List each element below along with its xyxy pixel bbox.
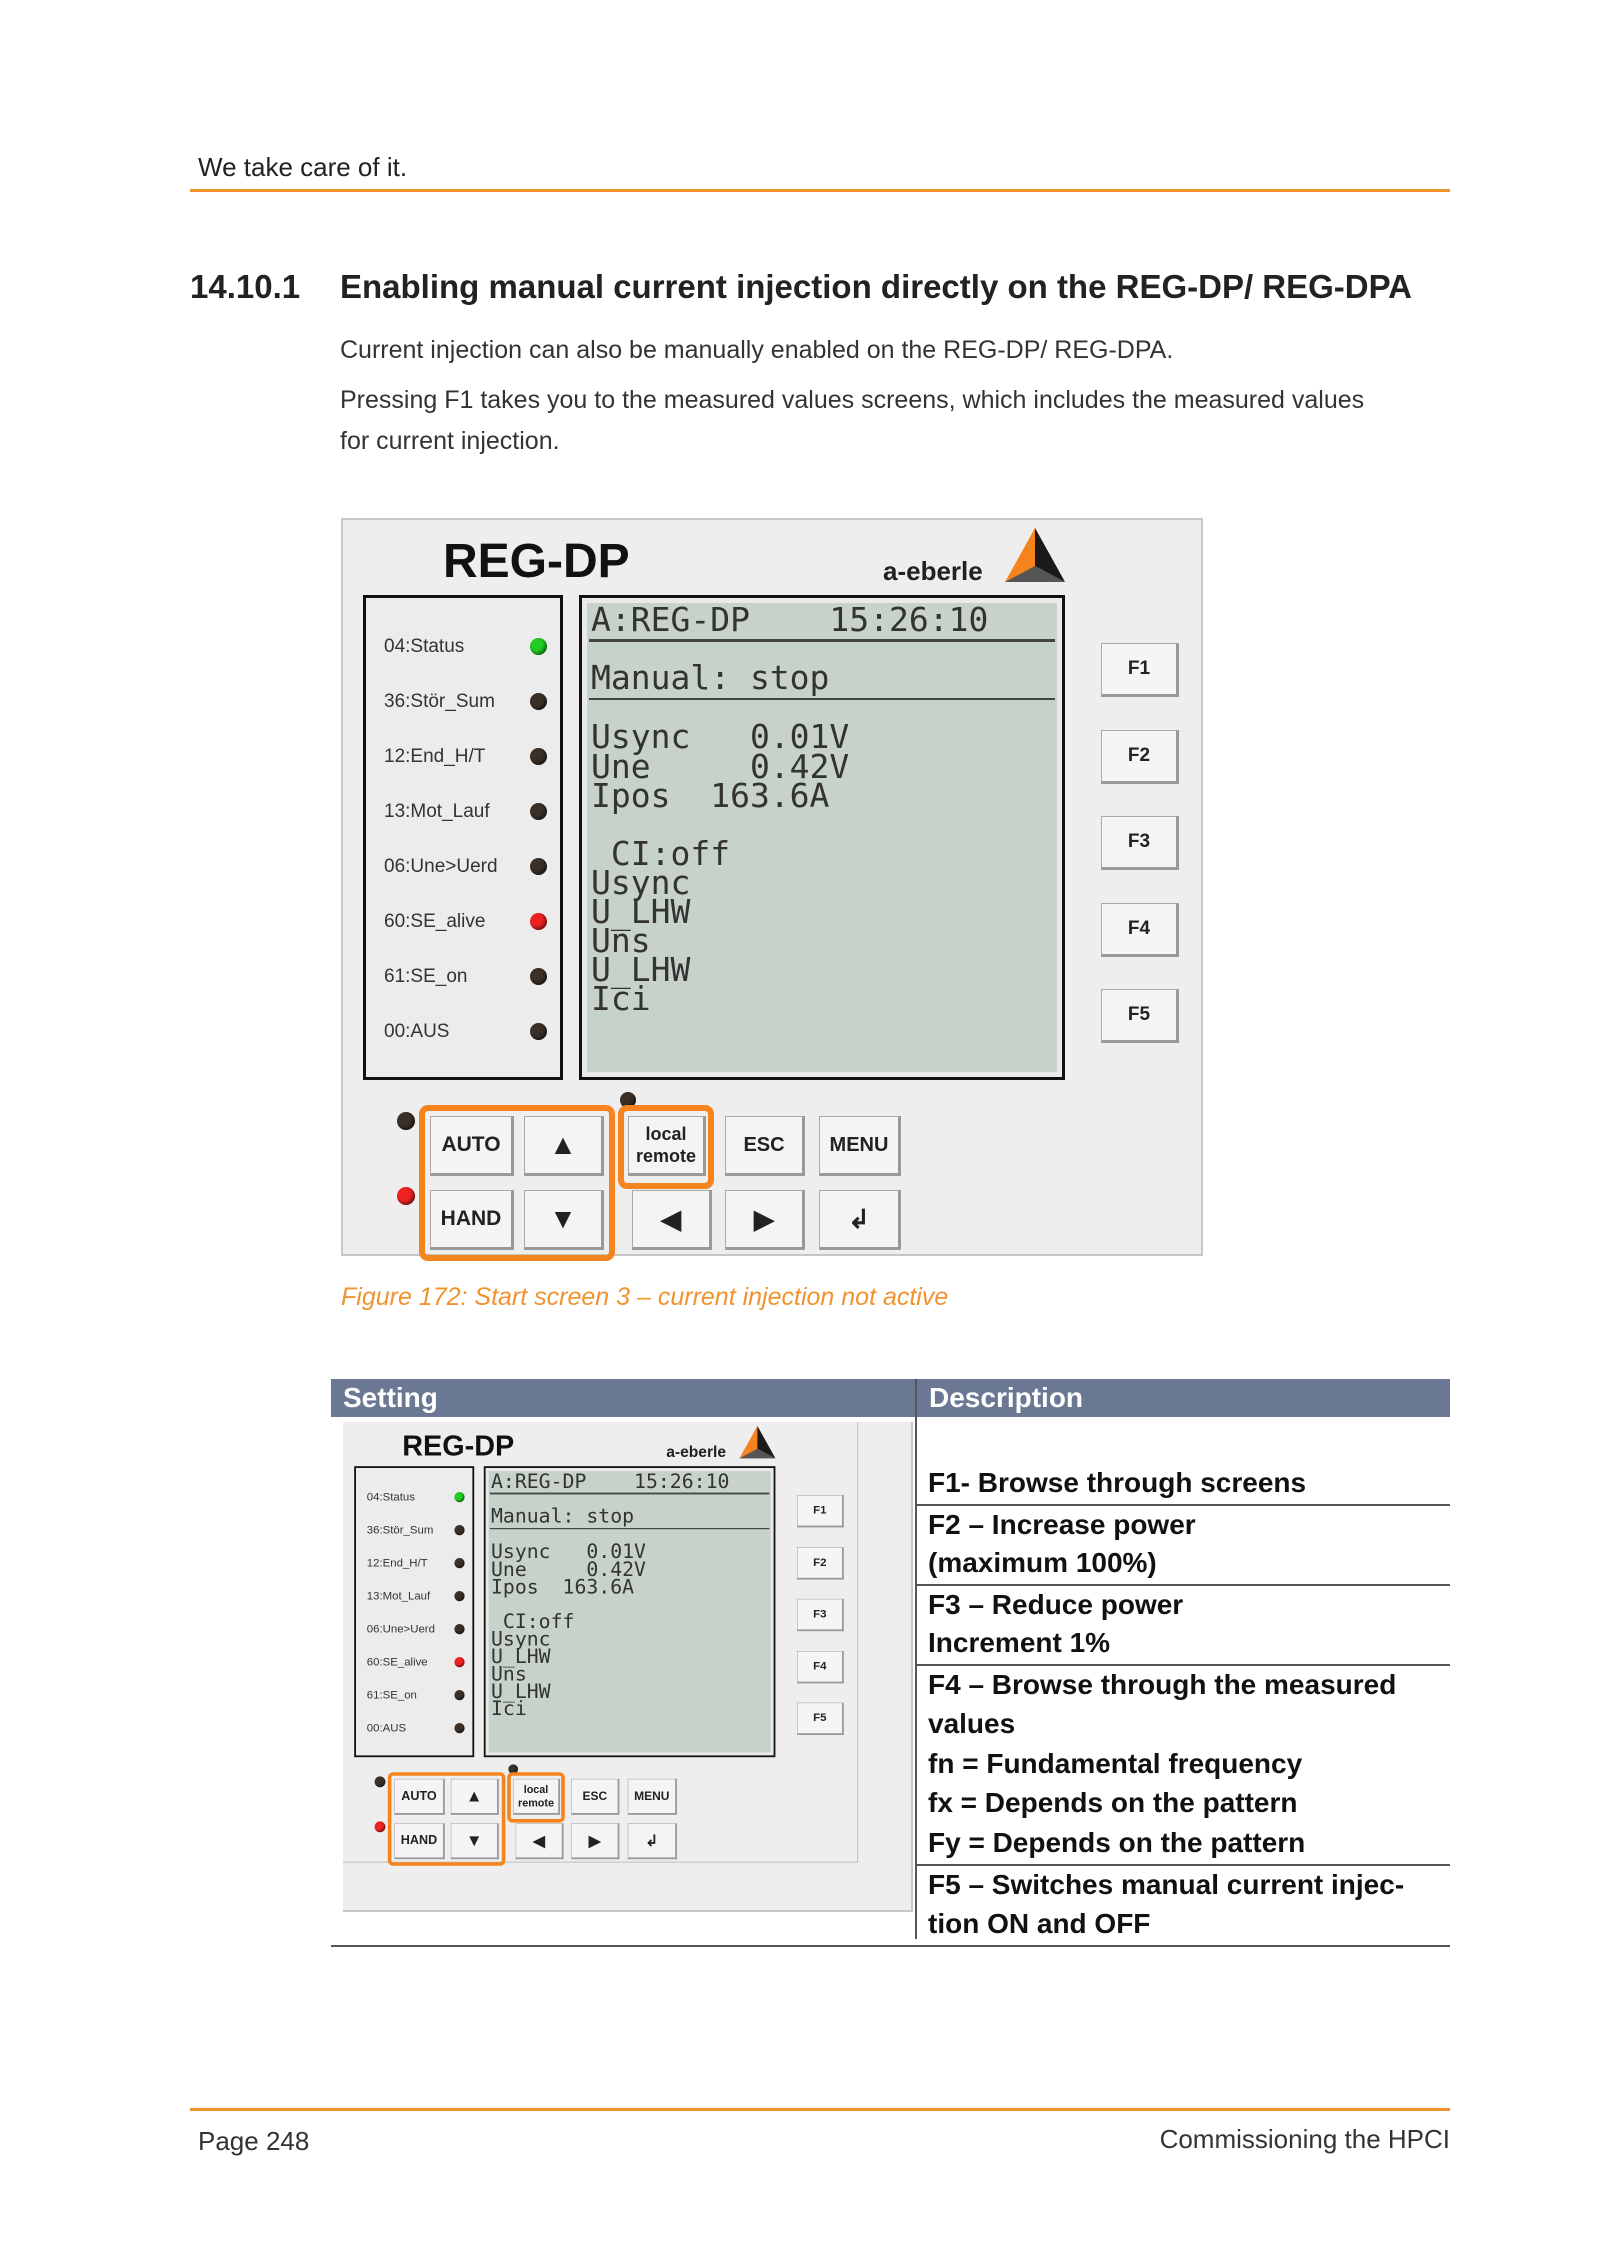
a-eberle-logo: a-eberle xyxy=(666,1442,727,1461)
led-label: 06:Une>Uerd xyxy=(366,1622,435,1636)
lcd-line: U_LHW xyxy=(491,1679,551,1703)
local-remote-button[interactable] xyxy=(628,1116,706,1176)
f2-button: F2 xyxy=(797,1547,844,1579)
lcd-separator xyxy=(589,698,1055,700)
description-f4: F4 – Browse through the measured xyxy=(928,1669,1397,1700)
auto-button: AUTO xyxy=(394,1779,444,1815)
setting-device-thumbnail xyxy=(343,1422,913,1912)
description-f4-fx: fx = Depends on the pattern xyxy=(928,1787,1298,1818)
description-f1: F1- Browse through screens xyxy=(928,1467,1307,1498)
f5-button[interactable]: F5 xyxy=(1101,989,1179,1043)
lcd-line: Ipos 163.6A xyxy=(491,1574,635,1599)
table-bottom-border xyxy=(331,1945,1450,1947)
f1-button[interactable]: F1 xyxy=(1101,643,1179,697)
paragraph-2-line-2: for current injection. xyxy=(340,427,560,455)
description-f4-fn: fn = Fundamental frequency xyxy=(928,1748,1303,1779)
section-title: Enabling manual current injection directly on the REG-DP/ REG-DPA xyxy=(340,268,1413,305)
esc-button[interactable]: ESC xyxy=(725,1116,805,1176)
lcd-line: Une 0.42V xyxy=(591,747,850,786)
status-led xyxy=(454,1624,464,1634)
led-label: 61:SE_on xyxy=(384,966,468,987)
hand-led xyxy=(397,1187,415,1205)
page-number: Page 248 xyxy=(198,2126,310,2156)
description-f3-detail: Increment 1% xyxy=(928,1627,1111,1658)
status-led xyxy=(530,638,547,655)
description-f4-detail: values xyxy=(928,1708,1016,1739)
lcd-screen xyxy=(489,1471,771,1752)
lcd-line: Usync xyxy=(491,1627,551,1651)
status-led xyxy=(530,693,547,710)
hand-button[interactable]: HAND xyxy=(430,1190,514,1250)
lcd-line: Usync 0.01V xyxy=(591,717,850,756)
status-led xyxy=(454,1723,464,1733)
description-f2-detail: (maximum 100%) xyxy=(928,1547,1157,1578)
status-led xyxy=(454,1591,464,1601)
led-label: 00:AUS xyxy=(384,1021,450,1042)
led-label: 12:End_H/T xyxy=(366,1556,428,1570)
status-led xyxy=(454,1558,464,1568)
esc-button: ESC xyxy=(571,1779,619,1815)
description-f5: F5 – Switches manual current injec- xyxy=(928,1869,1405,1900)
lcd-line: U_LHW xyxy=(591,950,691,989)
status-led xyxy=(454,1657,464,1667)
remote-label: remote xyxy=(635,1146,697,1166)
table-header-setting: Setting xyxy=(331,1379,915,1417)
chapter-title: Commissioning the HPCI xyxy=(1159,2124,1450,2154)
lcd-separator xyxy=(490,1528,770,1529)
description-f3: F3 – Reduce power xyxy=(928,1589,1184,1620)
f1-button: F1 xyxy=(797,1495,844,1527)
a-eberle-logo-icon xyxy=(1003,526,1067,584)
description-f2: F2 – Increase power xyxy=(928,1509,1196,1540)
led-label: 36:Stör_Sum xyxy=(384,691,495,712)
lcd-line: Ici xyxy=(591,979,651,1018)
enter-button[interactable]: ↲ xyxy=(819,1190,901,1250)
hand-led xyxy=(375,1821,386,1832)
lcd-display-frame xyxy=(484,1466,776,1757)
menu-button[interactable]: MENU xyxy=(819,1116,901,1176)
table-header-description: Description xyxy=(917,1379,1450,1417)
led-label: 12:End_H/T xyxy=(384,746,486,767)
status-led xyxy=(530,858,547,875)
auto-led xyxy=(397,1112,415,1130)
led-status-panel xyxy=(354,1466,474,1757)
led-label: 36:Stör_Sum xyxy=(366,1523,434,1537)
lcd-line: Une 0.42V xyxy=(491,1557,646,1581)
lcd-line: CI:off xyxy=(491,1609,575,1633)
f4-button: F4 xyxy=(797,1651,844,1683)
led-label: 13:Mot_Lauf xyxy=(366,1589,431,1603)
lcd-line: Uns xyxy=(491,1661,527,1686)
lcd-line: U_LHW xyxy=(491,1644,551,1668)
lcd-line-mode: Manual: stop xyxy=(491,1504,635,1528)
lcd-line: Ipos 163.6A xyxy=(591,776,830,815)
paragraph-1: Current injection can also be manually enabled on the REG-DP/ REG-DPA. xyxy=(340,336,1174,364)
lcd-line: U_LHW xyxy=(591,892,691,931)
menu-button: MENU xyxy=(628,1779,677,1815)
led-label: 61:SE_on xyxy=(366,1688,417,1702)
device-brand: REG-DP xyxy=(443,535,630,588)
reg-dp-device-figure xyxy=(341,518,1203,1256)
table-column-divider xyxy=(915,1379,917,1939)
footer-divider xyxy=(190,2108,1450,2111)
lcd-line: Ici xyxy=(491,1696,527,1720)
up-arrow-button[interactable]: ▲ xyxy=(524,1116,604,1176)
device-brand: REG-DP xyxy=(402,1430,515,1462)
status-led xyxy=(530,913,547,930)
f2-button[interactable]: F2 xyxy=(1101,730,1179,784)
led-label: 60:SE_alive xyxy=(366,1655,428,1669)
a-eberle-logo: a-eberle xyxy=(883,556,983,586)
lcd-line: Usync 0.01V xyxy=(491,1539,646,1563)
local-remote-button xyxy=(513,1779,560,1815)
led-label: 04:Status xyxy=(366,1490,415,1504)
local-label: local xyxy=(523,1783,549,1796)
lcd-separator xyxy=(490,1493,770,1495)
lcd-screen xyxy=(587,600,1057,1072)
right-arrow-button[interactable]: ▶ xyxy=(725,1190,805,1250)
status-led xyxy=(454,1492,464,1502)
hand-button: HAND xyxy=(394,1823,444,1859)
right-arrow-button: ▶ xyxy=(571,1823,619,1859)
led-status-panel xyxy=(363,595,563,1080)
lcd-line-title: A:REG-DP 15:26:10 xyxy=(491,1469,730,1493)
up-arrow-button: ▲ xyxy=(451,1779,499,1815)
remote-label: remote xyxy=(517,1796,555,1809)
led-label: 60:SE_alive xyxy=(384,911,486,932)
f4-button[interactable]: F4 xyxy=(1101,903,1179,957)
left-arrow-button: ◀ xyxy=(516,1823,564,1859)
auto-led xyxy=(375,1776,386,1787)
down-arrow-button: ▼ xyxy=(451,1823,499,1859)
lcd-display-frame xyxy=(579,595,1065,1080)
paragraph-2-line-1: Pressing F1 takes you to the measured values screens, which includes the measured values xyxy=(340,386,1365,414)
a-eberle-logo-icon xyxy=(738,1425,776,1460)
led-label: 13:Mot_Lauf xyxy=(384,801,490,822)
f3-button: F3 xyxy=(797,1599,844,1631)
lcd-line: CI:off xyxy=(591,834,731,873)
lcd-line: Usync xyxy=(591,863,691,902)
page-header-slogan: We take care of it. xyxy=(198,152,408,182)
auto-button[interactable]: AUTO xyxy=(430,1116,514,1176)
lcd-line-title: A:REG-DP 15:26:10 xyxy=(591,600,989,639)
enter-button: ↲ xyxy=(628,1823,677,1859)
section-number: 14.10.1 xyxy=(190,268,301,305)
lcd-line-mode: Manual: stop xyxy=(591,658,830,697)
figure-caption: Figure 172: Start screen 3 – current injection not active xyxy=(341,1283,949,1311)
led-label: 04:Status xyxy=(384,636,465,657)
description-f5-detail: tion ON and OFF xyxy=(928,1908,1151,1939)
f5-button: F5 xyxy=(797,1703,844,1735)
local-label: local xyxy=(645,1124,687,1144)
status-led xyxy=(530,1023,547,1040)
status-led xyxy=(530,748,547,765)
reg-dp-device-thumbnail xyxy=(343,1422,858,1863)
led-label: 00:AUS xyxy=(366,1721,407,1735)
lcd-line: Uns xyxy=(591,921,651,960)
down-arrow-button[interactable]: ▼ xyxy=(524,1190,604,1250)
description-f4-fy: Fy = Depends on the pattern xyxy=(928,1827,1306,1858)
status-led xyxy=(454,1690,464,1700)
left-arrow-button[interactable]: ◀ xyxy=(632,1190,712,1250)
status-led xyxy=(530,803,547,820)
status-led xyxy=(454,1525,464,1535)
status-led xyxy=(530,968,547,985)
header-divider xyxy=(190,189,1450,192)
lcd-separator xyxy=(589,639,1055,642)
f3-button[interactable]: F3 xyxy=(1101,816,1179,870)
led-label: 06:Une>Uerd xyxy=(384,856,498,877)
